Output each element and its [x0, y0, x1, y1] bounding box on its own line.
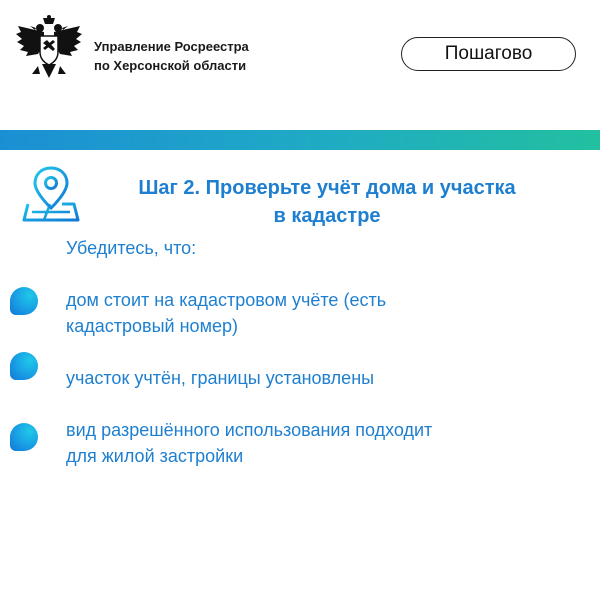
step-title-line2: в кадастре — [273, 205, 381, 227]
organization-name — [94, 37, 249, 75]
organization-name-line2: по Херсонской области — [94, 58, 247, 73]
list-item-line: вид разрешённого использования подходит — [66, 420, 433, 440]
gradient-divider — [0, 130, 600, 150]
organization-name-line1: Управление Росреестра — [94, 39, 249, 54]
list-item — [66, 287, 536, 339]
rosreestr-eagle-emblem-icon — [14, 14, 84, 84]
list-item-line: кадастровый номер) — [66, 316, 238, 336]
list-item-line: дом стоит на кадастровом учёте (есть — [66, 290, 387, 310]
list-item — [66, 417, 536, 469]
list-item-line: участок учтён, границы установлены — [66, 368, 375, 388]
speech-bubble-bullet-icon — [10, 423, 38, 451]
step-intro: Убедитесь, что: — [66, 238, 197, 258]
map-pin-icon — [22, 166, 82, 224]
speech-bubble-bullet-icon — [10, 287, 38, 315]
list-item-line: для жилой застройки — [66, 446, 244, 466]
step-title — [92, 174, 562, 230]
step-badge: Пошагово — [401, 37, 576, 71]
speech-bubble-bullet-icon — [10, 352, 38, 380]
step-title-line1: Шаг 2. Проверьте учёт дома и участка — [138, 177, 516, 199]
list-item — [66, 365, 536, 391]
